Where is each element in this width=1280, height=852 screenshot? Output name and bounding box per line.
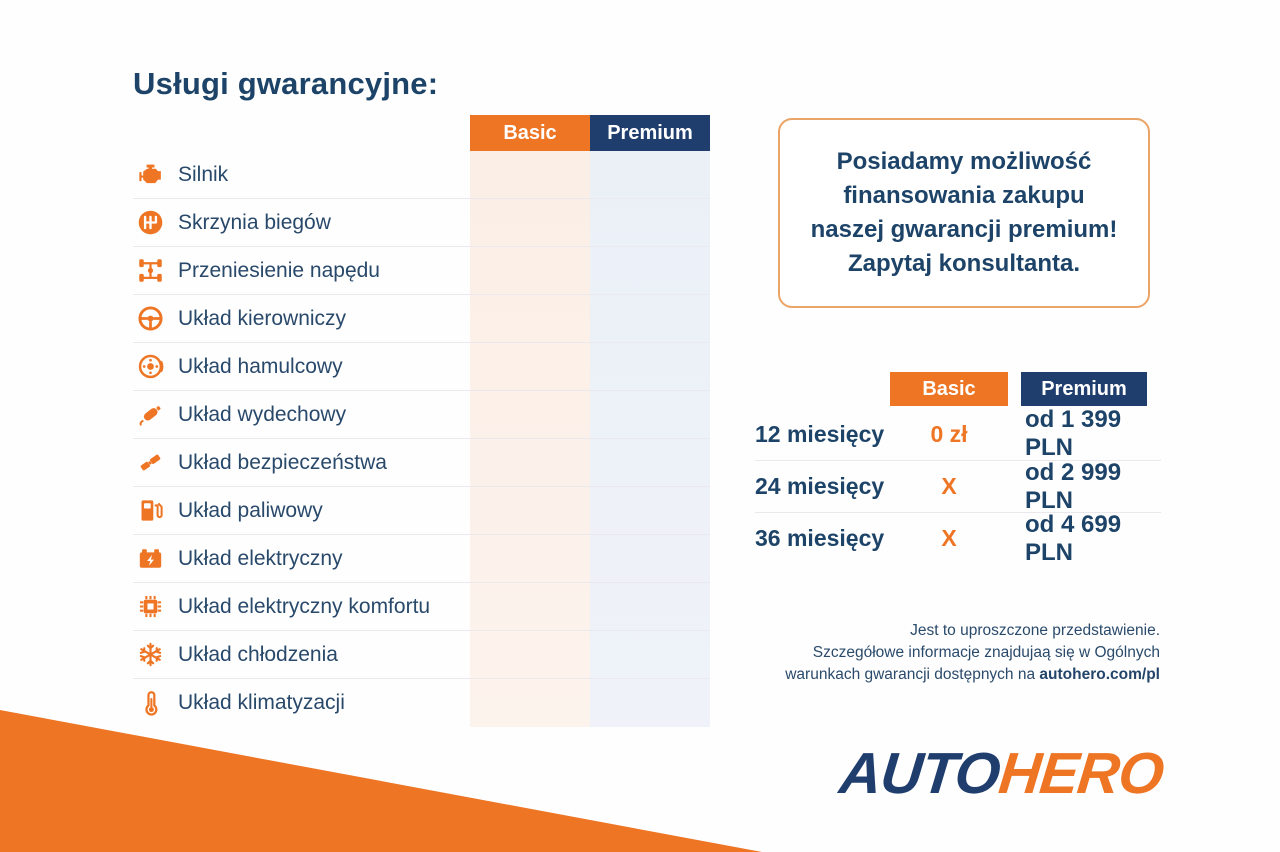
premium-cell xyxy=(590,261,710,280)
financing-info-box xyxy=(778,118,1150,308)
engine-icon xyxy=(135,160,165,190)
table-row xyxy=(133,487,710,535)
pricing-premium-value: od 2 999 PLN xyxy=(1025,458,1122,514)
row-label: Przeniesienie napędu xyxy=(178,258,380,282)
check-icon xyxy=(519,165,542,184)
logo-auto: AUTO xyxy=(836,741,1003,806)
drivetrain-icon xyxy=(135,256,165,286)
warranty-comparison-table xyxy=(133,115,710,727)
seatbelt-icon xyxy=(135,448,165,478)
table-row xyxy=(133,151,710,199)
table-row xyxy=(133,295,710,343)
pricing-basic-value: X xyxy=(941,525,957,551)
pricing-basic-value: 0 zł xyxy=(930,420,968,447)
pricing-premium-value: od 1 399 PLN xyxy=(1025,406,1122,461)
autohero-url: autohero.com/pl xyxy=(1039,666,1160,683)
pricing-row xyxy=(755,512,1161,564)
check-icon xyxy=(519,213,542,232)
disclaimer-line: Jest to uproszczone przedstawienie. xyxy=(910,622,1160,639)
check-icon xyxy=(639,501,662,520)
check-icon xyxy=(639,213,662,232)
financing-line: finansowania zakupu xyxy=(843,182,1085,209)
chip-icon xyxy=(135,592,165,622)
brake-disc-icon xyxy=(135,352,165,382)
table-row xyxy=(133,343,710,391)
premium-cell xyxy=(590,165,710,184)
table-row xyxy=(133,391,710,439)
check-icon xyxy=(639,405,662,424)
row-label: Układ chłodzenia xyxy=(178,642,338,666)
basic-cell xyxy=(470,213,590,232)
fuel-pump-icon xyxy=(135,496,165,526)
premium-cell xyxy=(590,405,710,424)
premium-cell xyxy=(590,597,710,616)
check-icon xyxy=(639,357,662,376)
pricing-period: 24 miesięcy xyxy=(755,473,885,499)
disclaimer-line: warunkach gwarancji dostępnych na autohero.com/pl xyxy=(785,666,1160,683)
page-title: Usługi gwarancyjne: xyxy=(133,66,439,101)
disclaimer-text xyxy=(640,620,1160,686)
check-icon xyxy=(639,694,662,713)
column-header-premium: Premium xyxy=(590,115,710,151)
table-row xyxy=(133,247,710,295)
steering-wheel-icon xyxy=(135,304,165,334)
premium-cell xyxy=(590,694,710,713)
table-row xyxy=(133,583,710,631)
pricing-basic-value: X xyxy=(941,473,957,499)
check-icon xyxy=(639,597,662,616)
logo-hero: HERO xyxy=(996,741,1167,806)
table-row xyxy=(133,535,710,583)
row-label: Układ klimatyzacji xyxy=(178,691,345,714)
pricing-premium-value: od 4 699 PLN xyxy=(1025,510,1122,566)
row-label: Układ kierowniczy xyxy=(178,306,347,330)
orange-wedge-decoration xyxy=(0,710,762,852)
check-icon xyxy=(639,549,662,568)
financing-line: Zapytaj konsultanta. xyxy=(847,250,1081,277)
table-row xyxy=(133,199,710,247)
pricing-period: 12 miesięcy xyxy=(755,420,885,447)
row-label: Silnik xyxy=(178,162,229,186)
pricing-rows xyxy=(755,408,1161,564)
table-row xyxy=(133,439,710,487)
table-row xyxy=(133,679,710,727)
row-label: Układ hamulcowy xyxy=(178,354,343,378)
comparison-rows xyxy=(133,151,710,727)
pricing-row xyxy=(755,408,1161,460)
table-row xyxy=(133,631,710,679)
row-label: Układ elektryczny xyxy=(178,546,343,570)
premium-cell xyxy=(590,453,710,472)
check-icon xyxy=(639,453,662,472)
premium-cell xyxy=(590,309,710,328)
check-icon xyxy=(639,165,662,184)
gearbox-icon xyxy=(135,208,165,238)
disclaimer-line: Szczegółowe informacje znajdujaą się w Ogólnych xyxy=(812,644,1160,661)
pricing-header-premium: Premium xyxy=(1021,372,1147,406)
row-label: Układ elektryczny komfortu xyxy=(178,594,431,618)
premium-cell xyxy=(590,357,710,376)
snowflake-icon xyxy=(135,640,165,670)
premium-cell xyxy=(590,501,710,520)
premium-cell xyxy=(590,213,710,232)
pricing-period: 36 miesięcy xyxy=(755,525,885,551)
check-icon xyxy=(639,309,662,328)
financing-line: naszej gwarancji premium! xyxy=(810,216,1118,243)
battery-icon xyxy=(135,544,165,574)
row-label: Układ bezpieczeństwa xyxy=(178,450,387,474)
pricing-header-basic: Basic xyxy=(890,372,1008,406)
row-label: Układ paliwowy xyxy=(178,498,323,522)
row-label: Układ wydechowy xyxy=(178,402,347,426)
exhaust-icon xyxy=(135,400,165,430)
financing-line: Posiadamy możliwość xyxy=(836,148,1092,175)
check-icon xyxy=(639,261,662,280)
pricing-row xyxy=(755,460,1161,512)
row-label: Skrzynia biegów xyxy=(178,210,331,234)
autohero-logo xyxy=(837,740,1167,807)
premium-cell xyxy=(590,549,710,568)
basic-cell xyxy=(470,165,590,184)
column-header-basic: Basic xyxy=(470,115,590,151)
thermometer-icon xyxy=(135,688,165,718)
